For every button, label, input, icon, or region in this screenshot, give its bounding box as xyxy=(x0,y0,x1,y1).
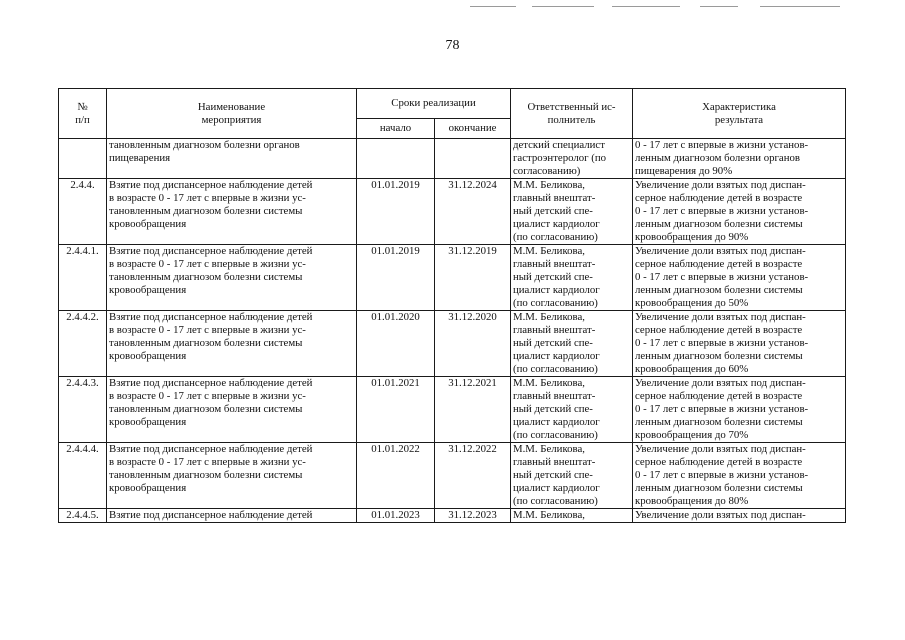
cell-start: 01.01.2019 xyxy=(357,179,435,245)
cell-end: 31.12.2021 xyxy=(435,377,511,443)
cell-end: 31.12.2022 xyxy=(435,443,511,509)
scan-artifact-line xyxy=(470,6,516,7)
header-name: Наименование мероприятия xyxy=(107,89,357,139)
cell-responsible: М.М. Беликова, главный внештат- ный детский спе- циалист кардиолог (по согласованию) xyxy=(511,245,633,311)
cell-name: Взятие под диспансерное наблюдение детей в возрасте 0 - 17 лет с впервые в жизни ус- тановленным диагнозом болезни системы кровообращения xyxy=(107,377,357,443)
cell-result: Увеличение доли взятых под диспан- серное наблюдение детей в возрасте 0 - 17 лет с впервые в жизни установ- ленным диагнозом болезни системы кровообращения до 90% xyxy=(633,179,846,245)
cell-result: Увеличение доли взятых под диспан- серное наблюдение детей в возрасте 0 - 17 лет с впервые в жизни установ- ленным диагнозом болезни системы кровообращения до 60% xyxy=(633,311,846,377)
cell-responsible: М.М. Беликова, главный внештат- ный детский спе- циалист кардиолог (по согласованию) xyxy=(511,179,633,245)
scan-artifact-line xyxy=(532,6,594,7)
cell-num xyxy=(59,139,107,179)
header-row xyxy=(59,89,846,119)
cell-result: 0 - 17 лет с впервые в жизни установ- ленным диагнозом болезни органов пищеварения до 90% xyxy=(633,139,846,179)
cell-start xyxy=(357,139,435,179)
header-responsible: Ответственный ис- полнитель xyxy=(511,89,633,139)
table-row xyxy=(59,443,846,509)
cell-start: 01.01.2020 xyxy=(357,311,435,377)
header-terms: Сроки реализации xyxy=(357,89,511,119)
cell-start: 01.01.2023 xyxy=(357,509,435,523)
activities-table xyxy=(58,88,846,523)
cell-num: 2.4.4.3. xyxy=(59,377,107,443)
page-number: 78 xyxy=(445,38,460,53)
cell-result: Увеличение доли взятых под диспан- xyxy=(633,509,846,523)
cell-end: 31.12.2019 xyxy=(435,245,511,311)
table-row xyxy=(59,179,846,245)
cell-name: Взятие под диспансерное наблюдение детей в возрасте 0 - 17 лет с впервые в жизни ус- тановленным диагнозом болезни системы кровообращения xyxy=(107,245,357,311)
scan-artifact-line xyxy=(760,6,840,7)
cell-num: 2.4.4.5. xyxy=(59,509,107,523)
cell-name: Взятие под диспансерное наблюдение детей в возрасте 0 - 17 лет с впервые в жизни ус- тановленным диагнозом болезни системы кровообращения xyxy=(107,179,357,245)
cell-name: Взятие под диспансерное наблюдение детей в возрасте 0 - 17 лет с впервые в жизни ус- тановленным диагнозом болезни системы кровообращения xyxy=(107,311,357,377)
cell-responsible: М.М. Беликова, xyxy=(511,509,633,523)
cell-result: Увеличение доли взятых под диспан- серное наблюдение детей в возрасте 0 - 17 лет с впервые в жизни установ- ленным диагнозом болезни системы кровообращения до 50% xyxy=(633,245,846,311)
table-row xyxy=(59,139,846,179)
header-start: начало xyxy=(357,119,435,139)
scan-artifact-line xyxy=(612,6,680,7)
table-row xyxy=(59,377,846,443)
cell-name: тановленным диагнозом болезни органов пищеварения xyxy=(107,139,357,179)
cell-start: 01.01.2021 xyxy=(357,377,435,443)
header-end: окончание xyxy=(435,119,511,139)
cell-responsible: М.М. Беликова, главный внештат- ный детский спе- циалист кардиолог (по согласованию) xyxy=(511,311,633,377)
table-row xyxy=(59,245,846,311)
scan-artifact-line xyxy=(700,6,738,7)
cell-name: Взятие под диспансерное наблюдение детей xyxy=(107,509,357,523)
table-row xyxy=(59,509,846,523)
header-num: № п/п xyxy=(59,89,107,139)
cell-end: 31.12.2023 xyxy=(435,509,511,523)
cell-responsible: детский специалист гастроэнтеролог (по согласованию) xyxy=(511,139,633,179)
table-body xyxy=(59,139,846,523)
table-row xyxy=(59,311,846,377)
cell-num: 2.4.4.4. xyxy=(59,443,107,509)
cell-result: Увеличение доли взятых под диспан- серное наблюдение детей в возрасте 0 - 17 лет с впервые в жизни установ- ленным диагнозом болезни системы кровообращения до 70% xyxy=(633,377,846,443)
cell-end: 31.12.2024 xyxy=(435,179,511,245)
cell-end: 31.12.2020 xyxy=(435,311,511,377)
cell-responsible: М.М. Беликова, главный внештат- ный детский спе- циалист кардиолог (по согласованию) xyxy=(511,377,633,443)
cell-num: 2.4.4.1. xyxy=(59,245,107,311)
cell-responsible: М.М. Беликова, главный внештат- ный детский спе- циалист кардиолог (по согласованию) xyxy=(511,443,633,509)
header-result: Характеристика результата xyxy=(633,89,846,139)
cell-num: 2.4.4. xyxy=(59,179,107,245)
cell-start: 01.01.2019 xyxy=(357,245,435,311)
cell-num: 2.4.4.2. xyxy=(59,311,107,377)
cell-result: Увеличение доли взятых под диспан- серное наблюдение детей в возрасте 0 - 17 лет с впервые в жизни установ- ленным диагнозом болезни системы кровообращения до 80% xyxy=(633,443,846,509)
cell-name: Взятие под диспансерное наблюдение детей в возрасте 0 - 17 лет с впервые в жизни ус- тановленным диагнозом болезни системы кровообращения xyxy=(107,443,357,509)
cell-start: 01.01.2022 xyxy=(357,443,435,509)
cell-end xyxy=(435,139,511,179)
